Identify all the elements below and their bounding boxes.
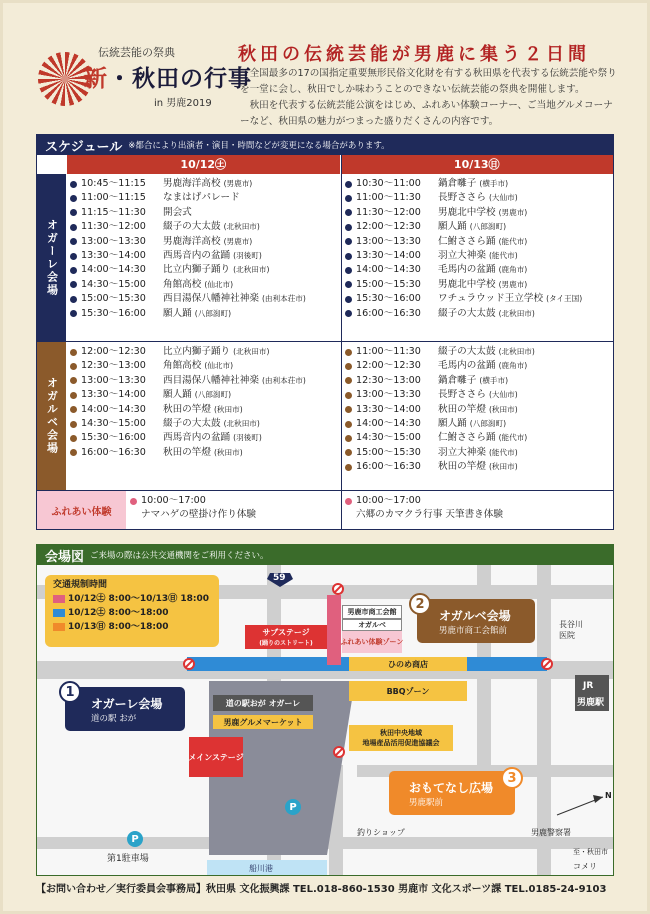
ogare-day2-list (345, 177, 582, 321)
akita-chuo-box (349, 725, 453, 751)
komeri-label: コメリ (573, 862, 597, 871)
performer: 男鹿北中学校 (438, 206, 496, 218)
station-label: 男鹿駅 (577, 698, 605, 708)
performer: 綴子の大太鼓 (438, 307, 496, 319)
time-slot: 11:00〜11:15 (81, 192, 146, 204)
time-slot: 11:30〜12:00 (356, 206, 421, 218)
intro-paragraph: 秋田を代表する伝統芸能公演をはじめ、ふれあい体験コーナー、ご当地グルメコーナーなど、秋田県の魅力がつまった盛りだくさんの内容です。 (240, 100, 613, 127)
performer: 秋田の竿燈 (163, 403, 211, 415)
no-entry-icon (541, 658, 553, 670)
shop-label: 釣りショップ (357, 828, 405, 837)
omotenashi-name: おもてなし広場 (409, 780, 494, 795)
bullet-dot (345, 449, 352, 456)
bullet-dot (345, 464, 352, 471)
performer: 願人踊 (163, 307, 192, 319)
performer-location: (羽後町) (233, 250, 262, 260)
performer-location: (八郎潟町) (469, 222, 507, 232)
logo-shin: 新 (84, 66, 108, 92)
schedule-row (345, 307, 582, 321)
venue-number-2: 2 (409, 593, 431, 615)
bullet-dot (345, 224, 352, 231)
performer-location: (羽後町) (233, 433, 262, 443)
performer-location: (男鹿市) (498, 279, 528, 289)
bullet-dot (345, 181, 352, 188)
venue-map (37, 565, 613, 875)
fureai-time: 10:00〜17:00 (141, 495, 206, 506)
schedule-row (70, 177, 306, 191)
performer: 仁鮒ささら踊 (438, 235, 496, 247)
performer-location: (秋田市) (488, 404, 518, 414)
performer: 鍋倉囃子 (438, 374, 477, 386)
venue-number-1: 1 (59, 681, 81, 703)
hospital-name: 長谷川 (559, 620, 583, 629)
time-slot: 11:00〜11:30 (356, 346, 421, 357)
performer-location: (北秋田市) (498, 308, 535, 318)
time-slot: 15:00〜15:30 (356, 446, 421, 458)
schedule-panel (36, 134, 614, 530)
performer: 秋田の竿燈 (438, 403, 486, 415)
bullet-dot (70, 181, 77, 188)
bullet-dot (70, 349, 77, 356)
performer: 秋田の竿燈 (438, 461, 486, 473)
performer: なまはげパレード (163, 192, 240, 204)
time-slot: 14:00〜14:30 (81, 403, 146, 415)
bullet-dot (70, 267, 77, 274)
time-slot: 10:30〜11:00 (356, 178, 421, 189)
fureai-desc: ナマハゲの壁掛け作り体験 (141, 509, 257, 521)
logo-main: ・秋田の行事 (108, 66, 252, 92)
performer: ワチュラウッド王立学校 (438, 293, 544, 305)
performer: 綴子の大太鼓 (438, 346, 496, 357)
no-entry-icon (333, 746, 345, 758)
hospital-label (559, 619, 583, 641)
schedule-row (70, 388, 306, 402)
performer: 綴子の大太鼓 (163, 221, 221, 233)
akita-chuo-label2: 地場産品活用促進協議会 (362, 739, 440, 747)
boat-label: 船川港 (249, 864, 273, 873)
hospital-name2: 医院 (559, 631, 575, 640)
performer-location: (横手市) (479, 179, 509, 188)
schedule-row (70, 278, 306, 292)
bullet-dot (70, 238, 77, 245)
schedule-row (345, 292, 582, 306)
performer-location: (秋田市) (488, 462, 518, 472)
parking1-label: 第1駐車場 (107, 854, 149, 864)
performer: 鍋倉囃子 (438, 178, 477, 189)
bullet-dot (345, 349, 352, 356)
ogarube-day2-list (345, 345, 535, 475)
bullet-dot (70, 421, 77, 428)
performer: 羽立大神楽 (438, 446, 486, 458)
venue-label-ogare: オガーレ会場 (37, 174, 66, 341)
performer: 西目湯保八幡神社神楽 (163, 293, 259, 305)
performer: 願人踊 (438, 221, 467, 233)
logo-title (84, 60, 252, 93)
map-title: 会場図 (45, 549, 85, 565)
time-slot: 14:00〜14:30 (81, 264, 146, 276)
schedule-row (345, 191, 582, 205)
time-slot: 11:30〜12:00 (81, 221, 146, 233)
performer-location: (北秋田市) (223, 222, 260, 232)
schedule-row (345, 359, 535, 373)
time-slot: 14:30〜15:00 (81, 278, 146, 290)
bullet-dot (345, 281, 352, 288)
akita-chuo-label: 秋田中央地域 (380, 729, 422, 737)
performer: 綴子の大太鼓 (163, 417, 221, 429)
schedule-row (70, 345, 306, 359)
date-row (37, 155, 613, 174)
time-slot: 15:00〜15:30 (356, 278, 421, 290)
day1-header: 10/12㊏ (66, 155, 340, 174)
jr-label: JR (583, 681, 594, 691)
ogarube-name: オガルベ会場 (439, 608, 511, 623)
bullet-dot (345, 195, 352, 202)
performer: 男鹿海洋高校 (163, 178, 221, 189)
fureai-day1 (130, 494, 256, 523)
bullet-dot (345, 363, 352, 370)
performer-location: (男鹿市) (498, 207, 528, 217)
schedule-row (70, 446, 306, 460)
time-slot: 14:30〜15:00 (356, 432, 421, 444)
ogare-name: オガーレ会場 (91, 696, 163, 711)
performer-location: (北秋田市) (233, 347, 270, 356)
performer: 比立内獅子踊り (163, 264, 231, 276)
schedule-row (70, 403, 306, 417)
schedule-row (70, 235, 306, 249)
schedule-row (345, 345, 535, 359)
bullet-dot (70, 435, 77, 442)
time-slot: 12:30〜13:00 (81, 360, 146, 372)
bullet-dot (345, 406, 352, 413)
schedule-row (70, 263, 306, 277)
performer-location: (秋田市) (213, 404, 243, 414)
schedule-row (345, 177, 582, 191)
fureai-label: ふれあい体験 (37, 491, 126, 529)
sub-stage-box (245, 625, 327, 649)
orange-swatch (53, 623, 65, 631)
bullet-dot (345, 253, 352, 260)
time-slot: 12:00〜12:30 (356, 360, 421, 372)
fureai-time: 10:00〜17:00 (356, 495, 421, 506)
performer: 西目湯保八幡神社神楽 (163, 374, 259, 386)
time-slot: 13:30〜14:00 (356, 403, 421, 415)
omotenashi-venue-callout (389, 771, 515, 815)
schedule-row (345, 249, 582, 263)
bullet-dot (70, 449, 77, 456)
time-slot: 12:00〜12:30 (356, 221, 421, 233)
performer-location: (能代市) (498, 236, 528, 246)
north-icon: N (605, 791, 612, 800)
bullet-dot (345, 238, 352, 245)
performer: 西馬音内の盆踊 (163, 249, 231, 261)
performer: 男鹿北中学校 (438, 278, 496, 290)
schedule-row (345, 460, 535, 474)
schedule-title: スケジュール (45, 139, 123, 155)
headline: 秋田の伝統芸能が男鹿に集う２日間 (238, 44, 590, 65)
performer-location: (由利本荘市) (261, 375, 306, 385)
time-slot: 16:00〜16:30 (356, 461, 421, 473)
main-stage-label: メインステージ (188, 752, 244, 762)
schedule-row (70, 417, 306, 431)
time-slot: 13:30〜14:00 (356, 249, 421, 261)
intro-text (240, 66, 620, 130)
time-slot: 16:00〜16:30 (356, 307, 421, 319)
performer-location: (タイ王国) (546, 294, 583, 304)
schedule-row (345, 388, 535, 402)
schedule-row (345, 431, 535, 445)
map-note: ご来場の際は公共交通機関をご利用ください。 (90, 551, 269, 561)
divider (37, 341, 613, 342)
ogarube-venue-callout (417, 599, 535, 643)
bullet-dot (70, 377, 77, 384)
time-slot: 11:15〜11:30 (81, 206, 146, 218)
performer-location: (仙北市) (204, 361, 234, 371)
schedule-header (37, 135, 613, 155)
schedule-row (345, 446, 535, 460)
no-entry-icon (332, 583, 344, 595)
performer-location: (男鹿市) (223, 236, 253, 246)
time-slot: 14:00〜14:30 (356, 264, 421, 276)
bullet-dot (70, 310, 77, 317)
time-slot: 13:00〜13:30 (81, 374, 146, 386)
pink-swatch (53, 595, 65, 603)
parking-icon: P (127, 831, 143, 847)
schedule-row (345, 220, 582, 234)
bullet-dot (345, 267, 352, 274)
performer: 願人踊 (438, 417, 467, 429)
schedule-row (345, 235, 582, 249)
performer: 毛馬内の盆踊 (438, 264, 496, 276)
schedule-row (70, 191, 306, 205)
schedule-row (345, 263, 582, 277)
venue-label-ogarube: オガルベ会場 (37, 342, 66, 490)
bullet-dot (345, 435, 352, 442)
schedule-row (345, 403, 535, 417)
venue-number-3: 3 (501, 767, 523, 789)
performer: 西馬音内の盆踊 (163, 432, 231, 444)
time-slot: 15:30〜16:00 (81, 307, 146, 319)
logo-year: in 男鹿2019 (154, 98, 212, 109)
time-slot: 15:30〜16:00 (356, 293, 421, 305)
parking-icon: P (285, 799, 301, 815)
bullet-dot (345, 209, 352, 216)
performer-location: (鹿角市) (498, 265, 528, 275)
schedule-row (345, 417, 535, 431)
contact-footer: 【お問い合わせ／実行委員会事務局】秋田県 文化振興課 TEL.018-860-1530 男鹿市 文化スポーツ課 TEL.0185-24-9103 (36, 883, 607, 895)
time-slot: 12:30〜13:00 (356, 374, 421, 386)
performer: 開会式 (163, 206, 192, 218)
police-label: 男鹿警察署 (531, 828, 571, 837)
traffic-title: 交通規制時間 (53, 580, 108, 590)
performer: 羽立大神楽 (438, 249, 486, 261)
festival-logo (34, 40, 252, 120)
schedule-row (70, 374, 306, 388)
performer-location: (横手市) (479, 375, 509, 385)
performer-location: (北秋田市) (498, 347, 535, 356)
performer-location: (仙北市) (204, 279, 234, 289)
bullet-dot (345, 377, 352, 384)
bullet-dot (70, 296, 77, 303)
schedule-row (70, 220, 306, 234)
performer: 仁鮒ささら踊 (438, 432, 496, 444)
ogare-day1-list (70, 177, 306, 321)
schedule-row (345, 374, 535, 388)
performer: 男鹿海洋高校 (163, 235, 221, 247)
gourmet-box: 男鹿グルメマーケット (213, 715, 313, 729)
schedule-row (70, 292, 306, 306)
ogarube-sub: 男鹿市商工会館前 (439, 625, 508, 636)
time-slot: 13:00〜13:30 (356, 235, 421, 247)
performer: 比立内獅子踊り (163, 346, 231, 357)
schedule-row (345, 206, 582, 220)
time-slot: 11:00〜11:30 (356, 192, 421, 204)
performer: 角館高校 (163, 360, 202, 372)
time-slot: 14:30〜15:00 (81, 417, 146, 429)
fureai-day2 (345, 494, 503, 523)
performer-location: (鹿角市) (498, 361, 528, 371)
performer-location: (大仙市) (488, 390, 518, 400)
performer: 毛馬内の盆踊 (438, 360, 496, 372)
route-59-label: 59 (273, 573, 286, 583)
performer: 角館高校 (163, 278, 202, 290)
bbq-zone-box: BBQゾーン (349, 681, 467, 701)
sub-stage-note: (踊りのストリート) (259, 640, 313, 647)
bullet-dot (70, 406, 77, 413)
fureai-desc: 六郷のカマクラ行事 天筆書き体験 (356, 509, 503, 521)
intro-paragraph: 全国最多の17の国指定重要無形民俗文化財を有する秋田県を代表する伝統芸能や祭りを一堂に会し、秋田でしか味わうことのできない伝統芸能の祭典を開催します。 (240, 68, 617, 95)
performer-location: (北秋田市) (233, 265, 270, 275)
bullet-dot (130, 498, 137, 505)
bullet-dot (70, 363, 77, 370)
traffic-item: 10/12㊏ 8:00〜18:00 (68, 608, 169, 618)
bullet-dot (70, 253, 77, 260)
fureai-zone-box: ふれあい体験ゾーン (342, 631, 402, 653)
bullet-dot (70, 209, 77, 216)
time-slot: 13:00〜13:30 (81, 235, 146, 247)
ogarube-small-box: オガルベ (342, 619, 402, 631)
time-slot: 15:30〜16:00 (81, 432, 146, 444)
schedule-row (70, 206, 306, 220)
map-header (37, 545, 613, 565)
performer-location: (秋田市) (213, 447, 243, 457)
performer-location: (男鹿市) (223, 179, 253, 188)
to-akita-label: 至・秋田市 (573, 848, 608, 856)
performer: 長野ささら (438, 192, 486, 204)
traffic-item: 10/13㊐ 8:00〜18:00 (68, 622, 169, 632)
time-slot: 14:00〜14:30 (356, 417, 421, 429)
performer-location: (八郎潟町) (469, 418, 507, 428)
performer: 長野ささら (438, 389, 486, 401)
blue-swatch (53, 609, 65, 617)
bullet-dot (345, 310, 352, 317)
divider (341, 155, 342, 529)
shokokai-box: 男鹿市商工会館 (342, 605, 402, 619)
no-entry-icon (183, 658, 195, 670)
schedule-row (70, 359, 306, 373)
performer: 秋田の竿燈 (163, 446, 211, 458)
bullet-dot (70, 281, 77, 288)
performer-location: (北秋田市) (223, 418, 260, 428)
bullet-dot (345, 392, 352, 399)
time-slot: 13:30〜14:00 (81, 249, 146, 261)
performer-location: (能代市) (488, 250, 518, 260)
bullet-dot (345, 296, 352, 303)
time-slot: 15:00〜15:30 (81, 293, 146, 305)
time-slot: 12:00〜12:30 (81, 346, 146, 357)
ogare-sub: 道の駅 おが (91, 713, 137, 724)
day2-header: 10/13㊐ (340, 155, 614, 174)
schedule-row (70, 431, 306, 445)
performer-location: (由利本荘市) (261, 294, 306, 304)
traffic-item: 10/12㊏ 8:00〜10/13㊐ 18:00 (68, 594, 209, 604)
bullet-dot (70, 392, 77, 399)
main-stage-box (189, 737, 243, 777)
schedule-row (70, 307, 306, 321)
time-slot: 10:45〜11:15 (81, 178, 146, 189)
performer-location: (八郎潟町) (194, 308, 232, 318)
bullet-dot (345, 421, 352, 428)
omotenashi-sub: 男鹿駅前 (409, 797, 444, 808)
time-slot: 13:30〜14:00 (81, 389, 146, 401)
time-slot: 13:00〜13:30 (356, 389, 421, 401)
venue-map-panel (36, 544, 614, 876)
performer-location: (大仙市) (488, 193, 518, 203)
bullet-dot (70, 224, 77, 231)
performer: 願人踊 (163, 389, 192, 401)
ogare-venue-callout (65, 687, 185, 731)
schedule-row (345, 278, 582, 292)
time-slot: 16:00〜16:30 (81, 446, 146, 458)
schedule-row (70, 249, 306, 263)
performer-location: (八郎潟町) (194, 390, 232, 400)
himeya-box: ひのめ商店 (349, 657, 467, 671)
michinoeki-box: 道の駅おが オガーレ (213, 695, 313, 711)
performer-location: (能代市) (498, 433, 528, 443)
bullet-dot (70, 195, 77, 202)
performer-location: (能代市) (488, 447, 518, 457)
sub-stage-label: サブステージ (262, 628, 310, 637)
logo-tagline: 伝統芸能の祭典 (98, 46, 175, 59)
traffic-restriction-box (45, 575, 219, 647)
schedule-note: ※都合により出演者・演目・時間などが変更になる場合があります。 (128, 141, 390, 151)
bullet-dot (345, 498, 352, 505)
ogarube-day1-list (70, 345, 306, 460)
